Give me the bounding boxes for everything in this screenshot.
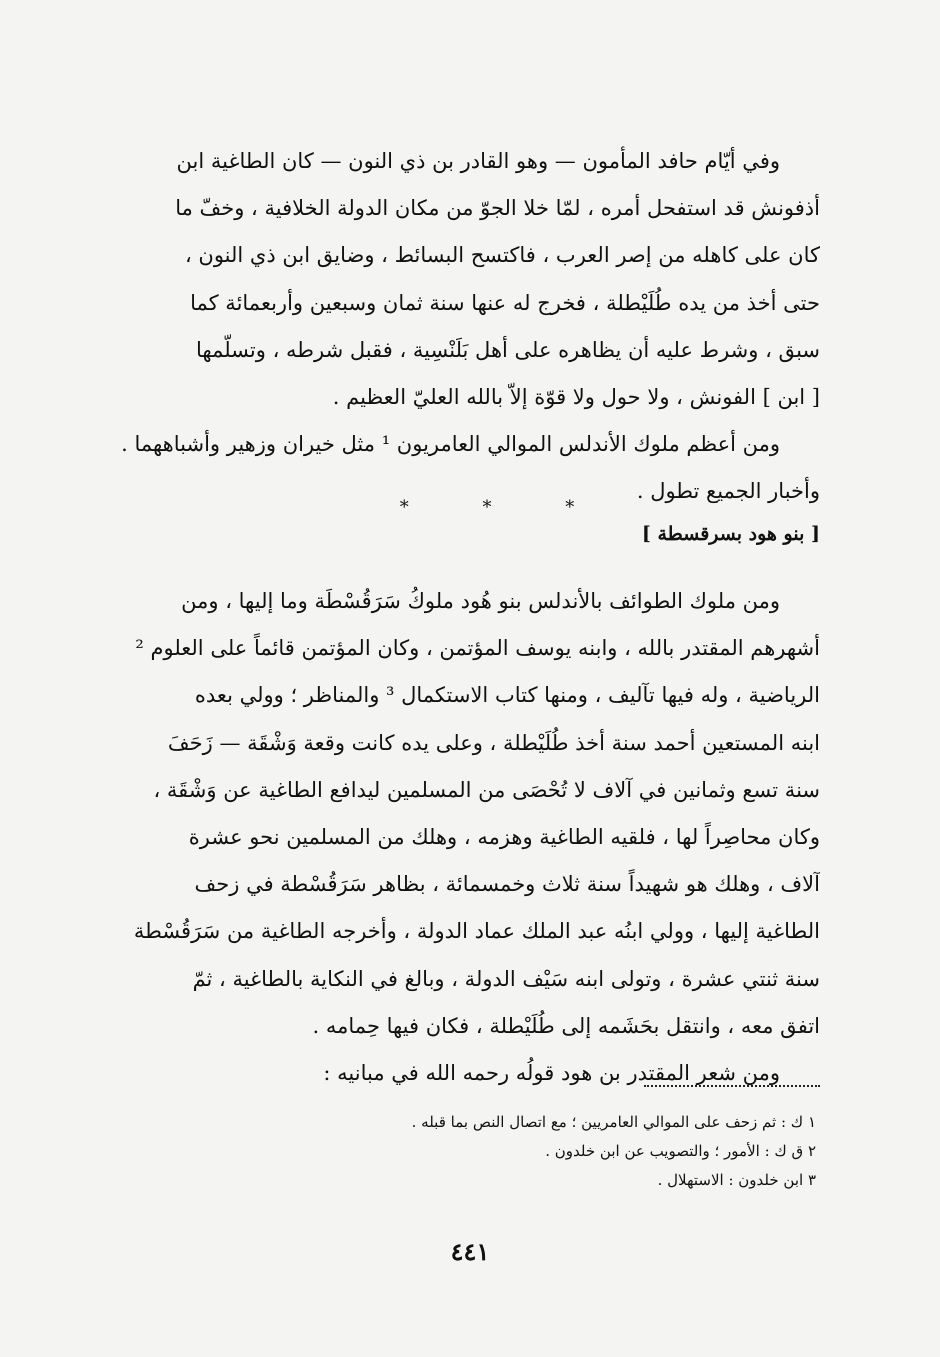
footnotes xyxy=(412,1108,816,1195)
text-line: وفي أيّام حافد المأمون — وهو القادر بن ذي النون — كان الطاغية ابن xyxy=(176,149,780,173)
text-line: ومن ملوك الطوائف بالأندلس بنو هُود ملوكُ سَرَقُسْطَة وما إليها ، ومن xyxy=(181,589,780,613)
text-line: أشهرهم المقتدر بالله ، وابنه يوسف المؤتمن ، وكان المؤتمن قائماً على العلوم ² xyxy=(135,636,820,661)
text-line: ابنه المستعين أحمد سنة أخذ طُلَيْطلة ، وعلى يده كانت وقعة وَشْقَة — زَحَفَ xyxy=(167,730,820,755)
paragraphs-top xyxy=(120,138,820,516)
footnote-separator xyxy=(644,1085,820,1087)
text-line: الطاغية إليها ، وولي ابنُه عبد الملك عماد الدولة ، وأخرجه الطاغية من سَرَقُسْطة xyxy=(133,919,820,944)
text-line: ومن شعر المقتدر بن هود قولُه رحمه الله في مبانيه : xyxy=(323,1061,780,1086)
text-line: وأخبار الجميع تطول . xyxy=(636,479,820,504)
text-line: حتى أخذ من يده طُلَيْطلة ، فخرج له عنها سنة ثمان وسبعين وأربعمائة كما xyxy=(190,290,820,315)
footnote: ١ ك : ثم زحف على الموالي العامريين ؛ مع اتصال النص بما قبله . xyxy=(411,1113,816,1131)
text-line: آلاف ، وهلك هو شهيداً سنة ثلاث وخمسمائة ، بظاهر سَرَقُسْطة في زحف xyxy=(194,872,820,897)
section-heading: [ بنو هود بسرقسطة ] xyxy=(641,523,820,545)
text-line: الرياضية ، وله فيها تآليف ، ومنها كتاب الاستكمال ³ والمناظر ؛ وولي بعده xyxy=(194,683,820,708)
text-line: [ ابن ] الفونش ، ولا حول ولا قوّة إلاّ بالله العليّ العظيم . xyxy=(332,385,820,410)
text-line: سنة ثنتي عشرة ، وتولى ابنه سَيْف الدولة ، وبالغ في النكاية بالطاغية ، ثمّ xyxy=(192,966,820,991)
text-line: كان على كاهله من إصر العرب ، فاكتسح البسائط ، وضايق ابن ذي النون ، xyxy=(184,243,820,268)
text-line: سنة تسع وثمانين في آلاف لا تُحْصَى من المسلمين ليدافع الطاغية عن وَشْقَة ، xyxy=(153,777,820,802)
text-line: اتفق معه ، وانتقل بحَشَمه إلى طُلَيْطلة ، فكان فيها حِمامه . xyxy=(312,1013,820,1038)
footnote: ٢ ق ك : الأمور ؛ والتصويب عن ابن خلدون . xyxy=(545,1142,816,1160)
section-divider: * * * xyxy=(399,497,609,518)
page-number: ٤٤١ xyxy=(450,1237,490,1266)
text-line: سبق ، وشرط عليه أن يظاهره على أهل بَلَنْسِية ، فقبل شرطه ، وتسلّمها xyxy=(196,337,820,362)
footnote: ٣ ابن خلدون : الاستهلال . xyxy=(657,1171,816,1189)
text-line: وكان محاصِراً لها ، فلقيه الطاغية وهزمه ، وهلك من المسلمين نحو عشرة xyxy=(188,825,820,850)
text-line: أذفونش قد استفحل أمره ، لمّا خلا الجوّ من مكان الدولة الخلافية ، وخفّ ما xyxy=(175,196,820,221)
paragraphs-bottom xyxy=(120,578,820,1097)
text-line: ومن أعظم ملوك الأندلس الموالي العامريون ¹ مثل خيران وزهير وأشباههما . xyxy=(121,432,780,457)
